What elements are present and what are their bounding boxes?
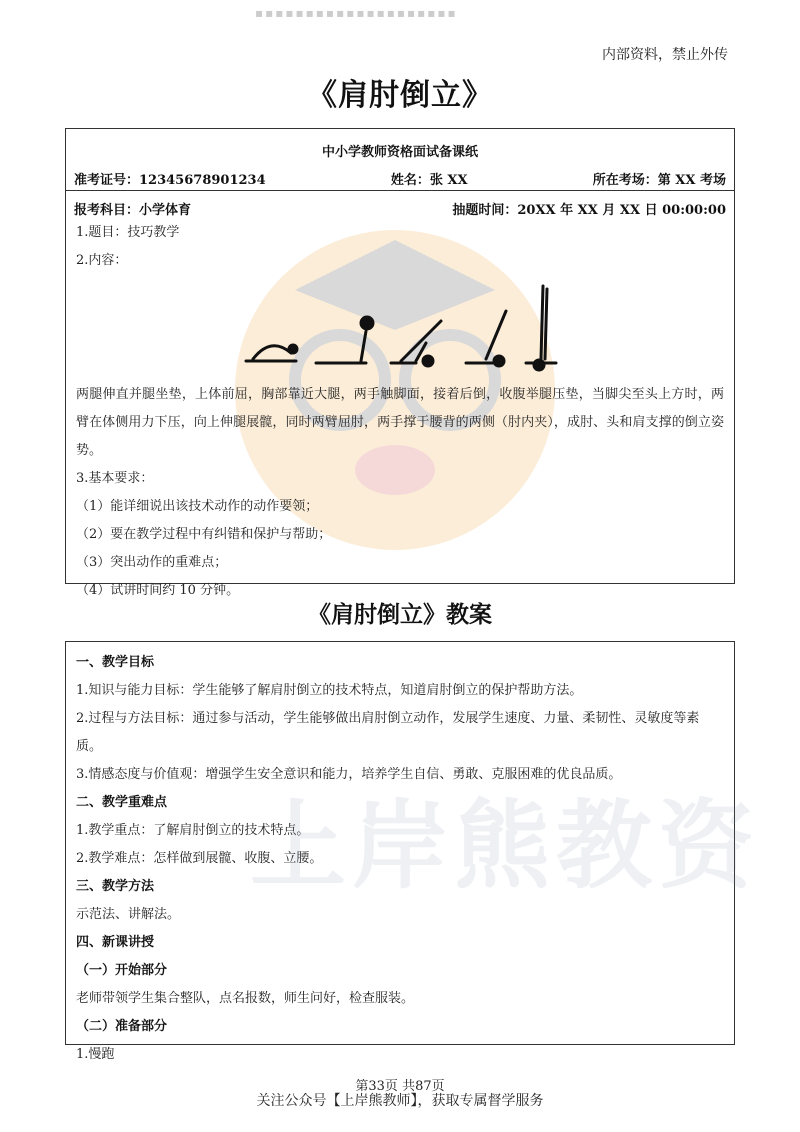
movement-sequence-figure (241, 281, 561, 377)
objective-knowledge: 1.知识与能力目标：学生能够了解肩肘倒立的技术特点，知道肩肘倒立的保护帮助方法。 (76, 683, 583, 698)
methods-text: 示范法、讲解法。 (76, 907, 181, 922)
brand-watermark: 上岸熊教资 (250, 790, 760, 902)
key-point: 1.教学重点：了解肩肘倒立的技术特点。 (76, 823, 310, 838)
exam-prep-sheet (65, 128, 735, 598)
requirements-label: 3.基本要求： (76, 471, 154, 486)
objective-attitude: 3.情感态度与价值观：增强学生安全意识和能力，培养学生自信、勇敢、克服困难的优良品质。 (76, 767, 622, 782)
movement-description: 两腿伸直并腿坐垫，上体前屈，胸部靠近大腿，两手触脚面，接着后倒，收腹举腿压垫，当脚尖至头上方时，两臂在体侧用力下压，向上伸腿展髋，同时两臂屈肘，两手撑于腰背的两侧（肘内夹），成肘、头和肩支撑的倒立姿势。 (76, 387, 724, 458)
requirement-item: （2）要在教学过程中有纠错和保护与帮助； (76, 527, 332, 542)
difficult-point: 2.教学难点：怎样做到展髋、收腹、立腰。 (76, 851, 323, 866)
content-label: 2.内容： (76, 253, 128, 268)
lesson-plan-box (65, 641, 735, 1062)
part2-text: 1.慢跑 (76, 1047, 115, 1062)
candidate-name: 姓名：张 XX (390, 173, 468, 188)
ticket-number: 准考证号：12345678901234 (74, 173, 266, 188)
objective-process: 2.过程与方法目标：通过参与活动，学生能够做出肩肘倒立动作，发展学生速度、力量、柔韧性、灵敏度等素质。 (76, 711, 700, 754)
objectives-heading: 一、教学目标 (76, 655, 155, 670)
requirement-item: （1）能详细说出该技术动作的动作要领； (76, 499, 319, 514)
draw-time: 抽题时间：20XX 年 XX 月 XX 日 00:00:00 (452, 203, 726, 218)
page-number: 第33页 共87页 (355, 1079, 445, 1094)
promo-footer: 关注公众号【上岸熊教师】，获取专属督学服务 (256, 1093, 544, 1109)
confidential-note: 内部资料，禁止外传 (602, 47, 728, 63)
topic-line: 1.题目：技巧教学 (76, 225, 180, 240)
method-heading: 三、教学方法 (76, 879, 155, 894)
sheet-heading: 中小学教师资格面试备课纸 (321, 145, 478, 160)
process-heading: 四、新课讲授 (76, 935, 155, 950)
shoulder-stand-illustration (66, 275, 734, 377)
exam-subject: 报考科目：小学体育 (74, 203, 192, 218)
top-faded-marks: ▪▪▪▪▪▪▪▪▪▪▪▪▪▪▪▪▪▪▪▪ (255, 6, 458, 20)
part1-text: 老师带领学生集合整队，点名报数，师生问好，检查服装。 (76, 991, 415, 1006)
part2-heading: （二）准备部分 (76, 1019, 168, 1034)
lesson-plan-title: 《肩肘倒立》教案 (308, 601, 492, 628)
page-title: 《肩肘倒立》 (307, 78, 493, 113)
key-points-heading: 二、教学重难点 (76, 795, 168, 810)
exam-venue: 所在考场：第 XX 考场 (592, 173, 726, 188)
subject-row (66, 191, 734, 219)
part1-heading: （一）开始部分 (76, 963, 168, 978)
candidate-info-row (66, 163, 734, 191)
requirement-item: （4）试讲时间约 10 分钟。 (76, 583, 240, 598)
requirement-item: （3）突出动作的重难点； (76, 555, 228, 570)
